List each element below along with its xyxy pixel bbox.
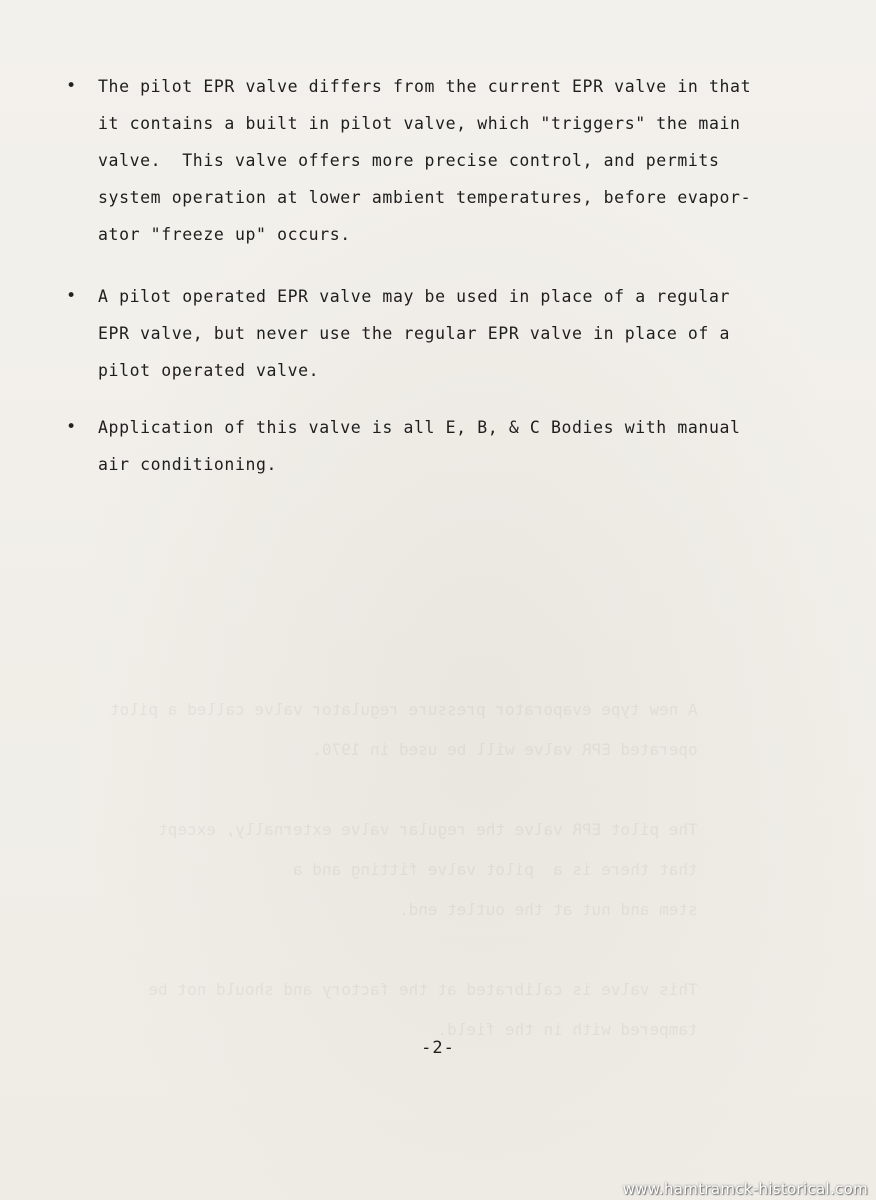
paragraph-line: valve. This valve offers more precise control, and permits <box>98 151 720 170</box>
page-number: -2- <box>421 1038 455 1058</box>
show-through-text: A new type evaporator pressure regulator valve called a pilot operated EPR valve will be used in 1970. The pilot EPR valve the regular valve externally, except that there is a pilot valve fitting and a stem and nut at the outlet end. This valve is calibrated at the factory and should not be tampered with in the field. <box>110 700 698 1039</box>
paragraph-line: The pilot EPR valve differs from the current EPR valve in that <box>98 77 752 96</box>
bullet-item <box>66 409 806 483</box>
site-watermark: www.hamtramck-historical.com <box>622 1180 868 1198</box>
bullet-item <box>66 278 806 389</box>
bullet-marker: • <box>66 286 77 306</box>
bullet-item <box>66 68 806 253</box>
bullet-marker: • <box>66 76 77 96</box>
paragraph-line: system operation at lower ambient temperatures, before evapor- <box>98 188 752 207</box>
paragraph-line: EPR valve, but never use the regular EPR valve in place of a <box>98 324 731 343</box>
bullet-marker: • <box>66 417 77 437</box>
paragraph-line: it contains a built in pilot valve, which "triggers" the main <box>98 114 741 133</box>
paragraph-line: pilot operated valve. <box>98 361 320 380</box>
paragraph-line: A pilot operated EPR valve may be used in place of a regular <box>98 287 731 306</box>
paragraph-line: air conditioning. <box>98 455 278 474</box>
paragraph-line: ator "freeze up" occurs. <box>98 225 351 244</box>
paragraph-line: Application of this valve is all E, B, & C Bodies with manual <box>98 418 741 437</box>
